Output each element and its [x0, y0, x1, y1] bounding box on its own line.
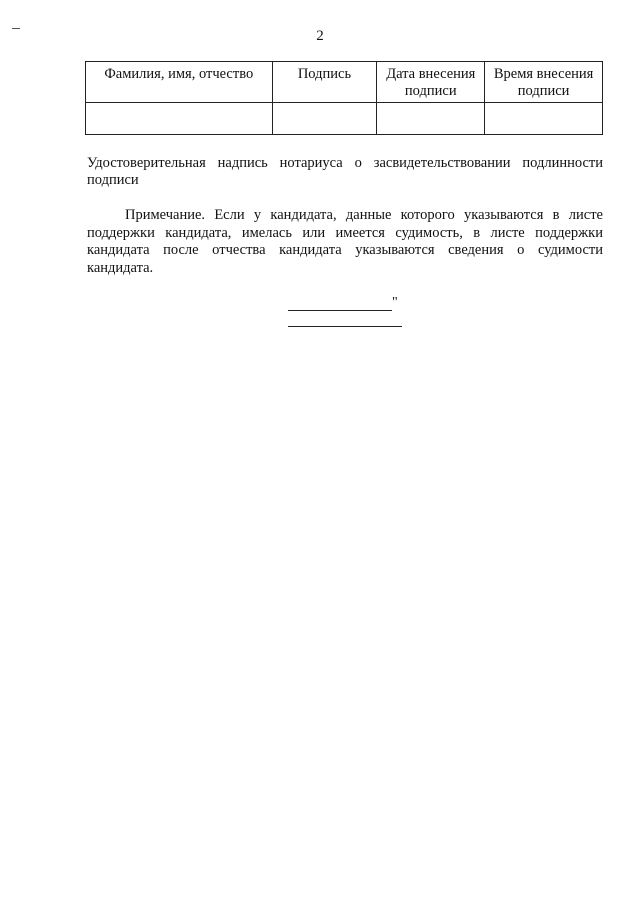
signature-table [85, 61, 603, 135]
header-signature: Подпись [272, 62, 377, 103]
signature-blank [288, 298, 392, 311]
notary-certification-caption: Удостоверительная надпись нотариуса о засвидетельствовании подлинности подписи [87, 155, 603, 188]
cell-signature [272, 103, 377, 135]
cell-signature-time [485, 103, 603, 135]
quote-mark: " [392, 295, 398, 310]
signature-line-top [288, 295, 398, 311]
header-full-name: Фамилия, имя, отчество [86, 62, 273, 103]
cell-full-name [86, 103, 273, 135]
page-number: 2 [316, 28, 324, 44]
cell-signature-date [377, 103, 485, 135]
table-row [86, 103, 603, 135]
header-signature-date: Дата внесения подписи [377, 62, 485, 103]
note-paragraph: Примечание. Если у кандидата, данные которого указываются в листе поддержки кандидата, имелась или имеется судимость, в листе поддержки кандидата после отчества кандидата указываются сведения о судимости кандидата. [87, 207, 603, 276]
header-signature-time: Время внесения подписи [485, 62, 603, 103]
table-header-row [86, 62, 603, 103]
signature-line-bottom [288, 326, 402, 327]
